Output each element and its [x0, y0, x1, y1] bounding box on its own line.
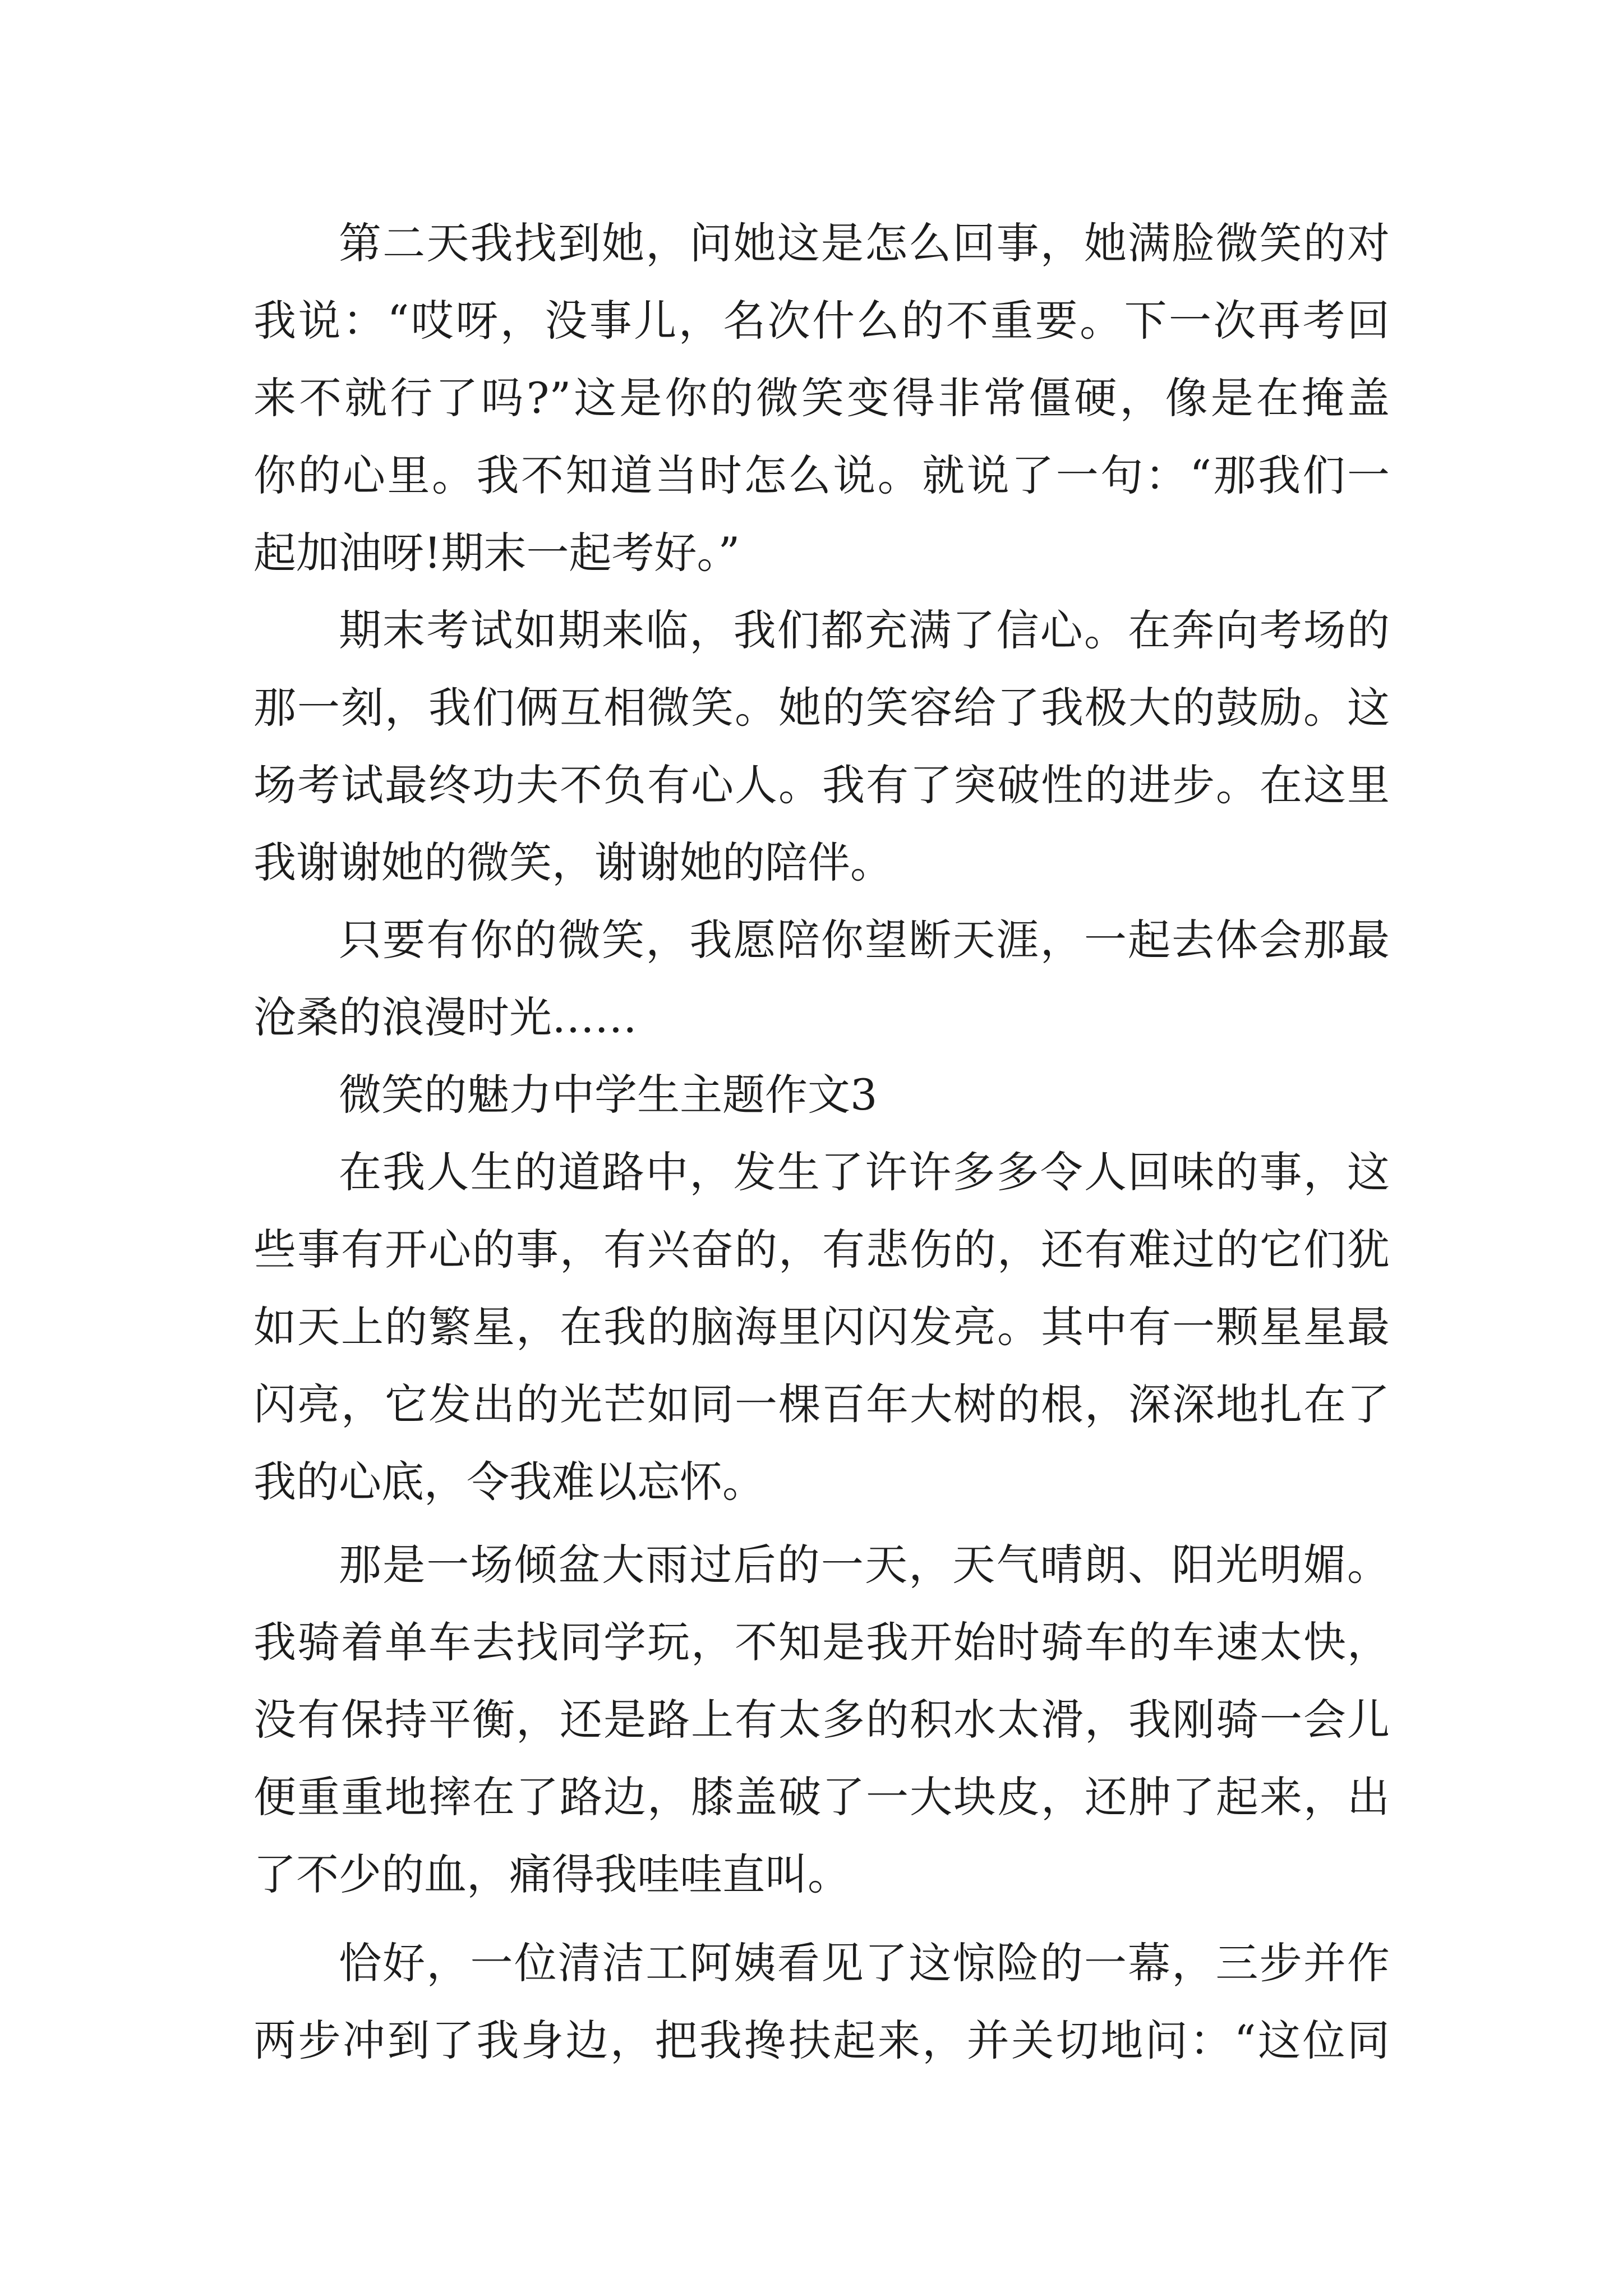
- paragraph-line: 第二天我找到她，问她这是怎么回事，她满脸微笑的对: [339, 218, 1390, 268]
- paragraph-line: 起加油呀!期末一起考好。”: [253, 528, 740, 578]
- paragraph: [253, 1134, 1390, 1521]
- paragraph-line: 场考试最终功夫不负有心人。我有了突破性的进步。在这里: [253, 760, 1390, 810]
- paragraph-line: 你的心里。我不知道当时怎么说。就说了一句：“那我们一: [253, 450, 1390, 500]
- paragraph-line: 如天上的繁星，在我的脑海里闪闪发亮。其中有一颗星星最: [253, 1302, 1390, 1352]
- paragraph-line: 我谢谢她的微笑，谢谢她的陪伴。: [253, 838, 893, 887]
- paragraph: [253, 205, 1390, 592]
- paragraph-line: 两步冲到了我身边，把我搀扶起来，并关切地问：“这位同: [253, 2016, 1390, 2065]
- paragraph: [253, 1925, 1390, 2079]
- paragraph-line: 我说：“哎呀，没事儿，名次什么的不重要。下一次再考回: [253, 296, 1390, 346]
- paragraph-line: 在我人生的道路中，发生了许许多多令人回味的事，这: [339, 1147, 1390, 1197]
- paragraph-line: 我的心底，令我难以忘怀。: [253, 1457, 765, 1507]
- paragraph-line: 那一刻，我们俩互相微笑。她的笑容给了我极大的鼓励。这: [253, 683, 1390, 733]
- paragraph-line: 只要有你的微笑，我愿陪你望断天涯，一起去体会那最: [339, 915, 1390, 965]
- paragraph-line: 便重重地摔在了路边，膝盖破了一大块皮，还肿了起来，出: [253, 1772, 1390, 1822]
- paragraph-line: 闪亮，它发出的光芒如同一棵百年大树的根，深深地扎在了: [253, 1379, 1390, 1429]
- paragraph-line: 来不就行了吗?”这是你的微笑变得非常僵硬，像是在掩盖: [253, 373, 1390, 423]
- section-title-text: 微笑的魅力中学生主题作文3: [339, 1070, 878, 1120]
- section-title: [253, 1056, 1390, 1134]
- paragraph: [253, 1526, 1390, 1913]
- paragraph: [253, 901, 1390, 1056]
- paragraph-line: 沧桑的浪漫时光……: [253, 992, 637, 1042]
- paragraph-line: 我骑着单车去找同学玩，不知是我开始时骑车的车速太快，: [253, 1617, 1390, 1667]
- paragraph-line: 期末考试如期来临，我们都充满了信心。在奔向考场的: [339, 605, 1390, 655]
- paragraph-line: 了不少的血，痛得我哇哇直叫。: [253, 1849, 850, 1899]
- document-body: [253, 205, 1390, 2079]
- paragraph: [253, 592, 1390, 901]
- paragraph-line: 没有保持平衡，还是路上有太多的积水太滑，我刚骑一会儿: [253, 1695, 1390, 1745]
- paragraph-line: 那是一场倾盆大雨过后的一天，天气晴朗、阳光明媚。: [339, 1540, 1390, 1590]
- paragraph-line: 些事有开心的事，有兴奋的，有悲伤的，还有难过的它们犹: [253, 1225, 1390, 1274]
- paragraph-line: 恰好，一位清洁工阿姨看见了这惊险的一幕，三步并作: [339, 1938, 1390, 1988]
